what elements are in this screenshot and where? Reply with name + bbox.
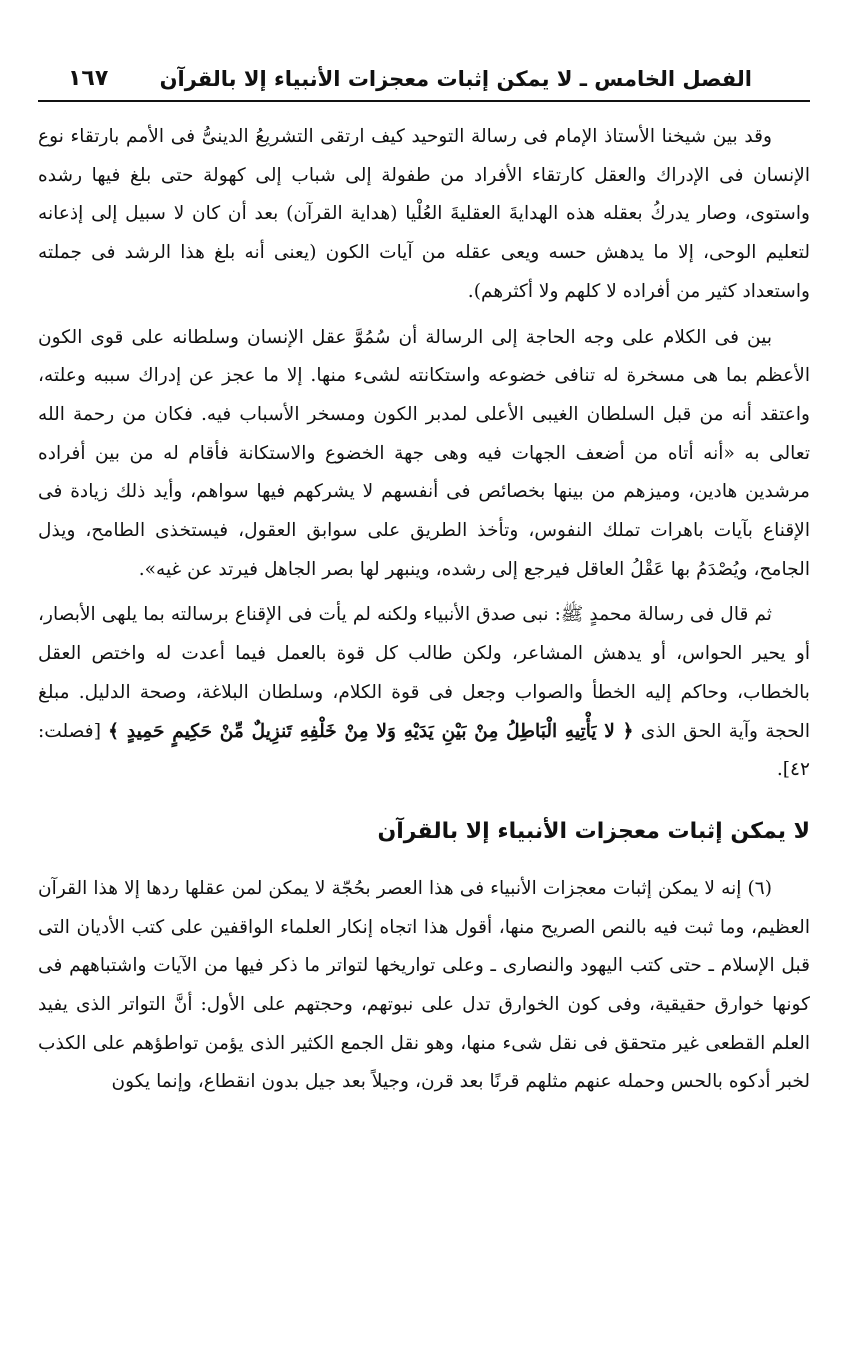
paragraph-2: بين فى الكلام على وجه الحاجة إلى الرسالة أن سُمُوَّ عقل الإنسان وسلطانه على قوى الكون الأعظم بما هى مسخرة له تنافى خضوعه واستكانته لشىء منها. إلا ما عجز عن إدراك سببه وعلته، واعتقد أنه من قبل السلطان الغيبى الأعلى لمدبر الكون ومسخر الأسباب فيه. فكان من رحمة الله تعالى به «أنه أتاه من أضعف الجهات فيه وهى جهة الخضوع والاستكانة فأقام له من بين أفراده مرشدين هادين، وميزهم من بينها بخصائص فى أنفسهم لا يشركهم فيها سواهم، وأيد ذلك زيادة فى الإقناع بآيات باهرات تملك النفوس، وتأخذ الطريق على سوابق العقول، فيستخذى الطامح، ويذل الجامح، ويُصْدَمُ بها عَقْلُ العاقل فيرجع إلى رشده، وينبهر لها بصر الجاهل فيرتد عن غيه». [38,326,810,580]
chapter-title: الفصل الخامس ـ لا يمكن إثبات معجزات الأنبياء إلا بالقرآن [159,67,752,91]
paragraph-4: (٦) إنه لا يمكن إثبات معجزات الأنبياء فى هذا العصر بحُجّة لا يمكن لمن عقلها ردها إلا هذا القرآن العظيم، وما ثبت فيه بالنص الصريح منها، أقول هذا اتجاه إنكار العلماء الواقفين على كتب الأديان التى قبل الإسلام ـ حتى كتب اليهود والنصارى ـ وعلى تواريخها لتواتر ما ذكر فيها من الآيات واشتباههم فى كونها خوارق حقيقية، وفى كون الخوارق تدل على نبوتهم، وحجتهم على الأول: أنَّ التواتر الذى يفيد العلم القطعى غير متحقق فى نقل شىء منها، وهو نقل الجمع الكثير الذى يؤمن تواطؤهم على الكذب لخبر أدكوه بالحس وحمله عنهم مثلهم قرنًا بعد قرن، وجيلاً بعد جيل بدون انقطاع، وإنما يكون [38,877,810,1093]
paragraph-3 [38,596,810,790]
body-text [38,118,810,1109]
section-heading: لا يمكن إثبات معجزات الأنبياء إلا بالقرآن [377,818,810,844]
page-number: ١٦٧ [68,66,109,91]
verse-reference: [فصلت: ٤٢]. [38,720,810,781]
paragraph-3-text: ثم قال فى رسالة محمدٍ ﷺ: نبى صدق الأنبياء ولكنه لم يأت فى الإقناع برسالته بما يلهى الأبصار، أو يحير الحواس، أو يدهش المشاعر، ولكن طالب كل قوة بالعمل فيما أعدت له واختص العقل بالخطاب، وحاكم إليه الخطأ والصواب وجعل فى قوة الكلام، وسلطان البلاغة، وصحة الدليل. مبلغ الحجة وآية الحق الذى [38,604,810,742]
quran-verse: ﴿ لا يَأْتِيهِ الْبَاطِلُ مِنْ بَيْنِ يَدَيْهِ وَلا مِنْ خَلْفِهِ تَنزِيلٌ مِّنْ حَكِيمٍ حَمِيدٍ ﴾ [108,720,634,742]
running-header [38,58,810,102]
paragraph-1: وقد بين شيخنا الأستاذ الإمام فى رسالة التوحيد كيف ارتقى التشريعُ الدينىُّ فى الأمم بارتقاء نوع الإنسان فى الإدراك والعقل كارتقاء الأفراد من طفولة إلى شباب إلى كهولة حتى بلغ فيها رشده واستوى، وصار يدركُ بعقله هذه الهدايةَ العقليةَ العُلْيا (هداية القرآن) بعد أن كان لا سبيل إلى إذعانه لتعليم الوحى، إلا ما يدهش حسه ويعى عقله من آيات الكون (يعنى أنه بلغ هذا الرشد فى جملته واستعداد كثير من أفراده لا كلهم ولا أكثرهم). [38,126,810,302]
